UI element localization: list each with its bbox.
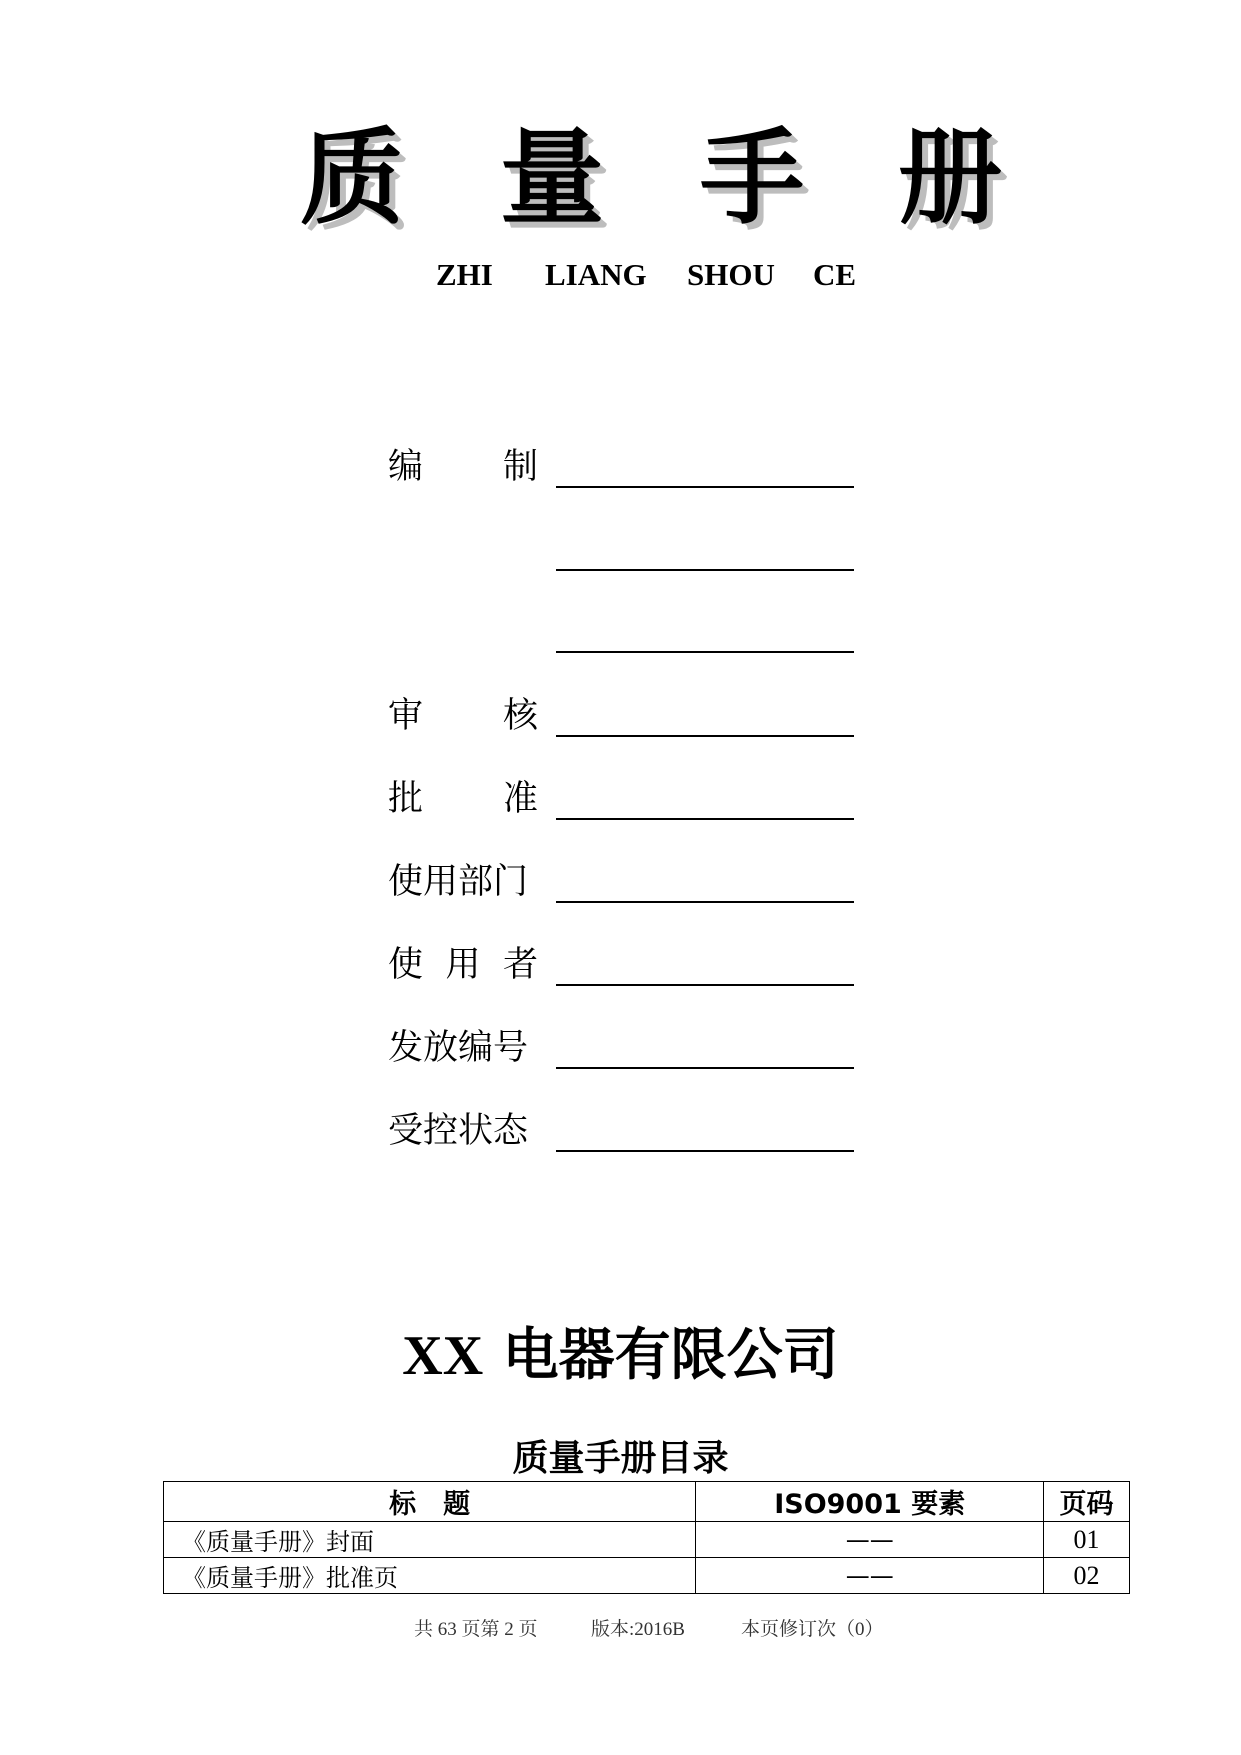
footer-revision: 本页修订次（0） — [741, 1619, 884, 1640]
toc-cell-page: 02 — [1044, 1558, 1130, 1594]
title-char: 手 — [700, 117, 805, 239]
field-label: 受控状态 — [388, 1111, 529, 1151]
toc-header-row — [164, 1482, 1130, 1522]
title-pinyin — [0, 255, 1241, 295]
field-label: 编 制 — [388, 447, 538, 487]
toc-cell-title: 《质量手册》封面 — [164, 1522, 696, 1558]
field-label: 审 核 — [388, 696, 538, 736]
signature-line[interactable] — [556, 486, 854, 488]
field-label: 发放编号 — [388, 1028, 529, 1068]
signature-line[interactable] — [556, 1150, 854, 1152]
footer-version: 版本:2016B — [591, 1619, 685, 1640]
pinyin-word: ZHI — [436, 257, 493, 292]
toc-title: 质量手册目录 — [512, 1438, 729, 1479]
signature-line-extra[interactable] — [556, 651, 854, 653]
pinyin-word: CE — [813, 257, 857, 292]
signature-line[interactable] — [556, 735, 854, 737]
page-footer — [0, 1614, 1241, 1644]
signature-line[interactable] — [556, 1067, 854, 1069]
toc-cell-page: 01 — [1044, 1522, 1130, 1558]
table-row — [164, 1522, 1130, 1558]
footer-page-count: 共 63 页第 2 页 — [414, 1619, 538, 1640]
company-name: XX 电器有限公司 — [402, 1323, 839, 1388]
manual-title — [0, 118, 1241, 238]
signature-line[interactable] — [556, 818, 854, 820]
toc-header-page: 页码 — [1044, 1482, 1130, 1522]
toc-cell-element: —— — [696, 1558, 1044, 1594]
pinyin-word: SHOU — [687, 257, 775, 292]
field-label: 批 准 — [388, 779, 538, 819]
toc-table — [163, 1481, 1130, 1594]
signature-line-extra[interactable] — [556, 569, 854, 571]
toc-header-element: ISO9001 要素 — [696, 1482, 1044, 1522]
toc-cell-title: 《质量手册》批准页 — [164, 1558, 696, 1594]
table-row — [164, 1558, 1130, 1594]
title-char: 册 — [898, 117, 1003, 239]
field-label: 使 用 者 — [388, 945, 538, 985]
signature-line[interactable] — [556, 984, 854, 986]
pinyin-word: LIANG — [545, 257, 647, 292]
signature-line[interactable] — [556, 901, 854, 903]
title-char: 质 — [300, 117, 405, 239]
toc-header-title: 标 题 — [164, 1482, 696, 1522]
title-char: 量 — [500, 117, 605, 239]
toc-cell-element: —— — [696, 1522, 1044, 1558]
field-label: 使用部门 — [388, 862, 529, 902]
